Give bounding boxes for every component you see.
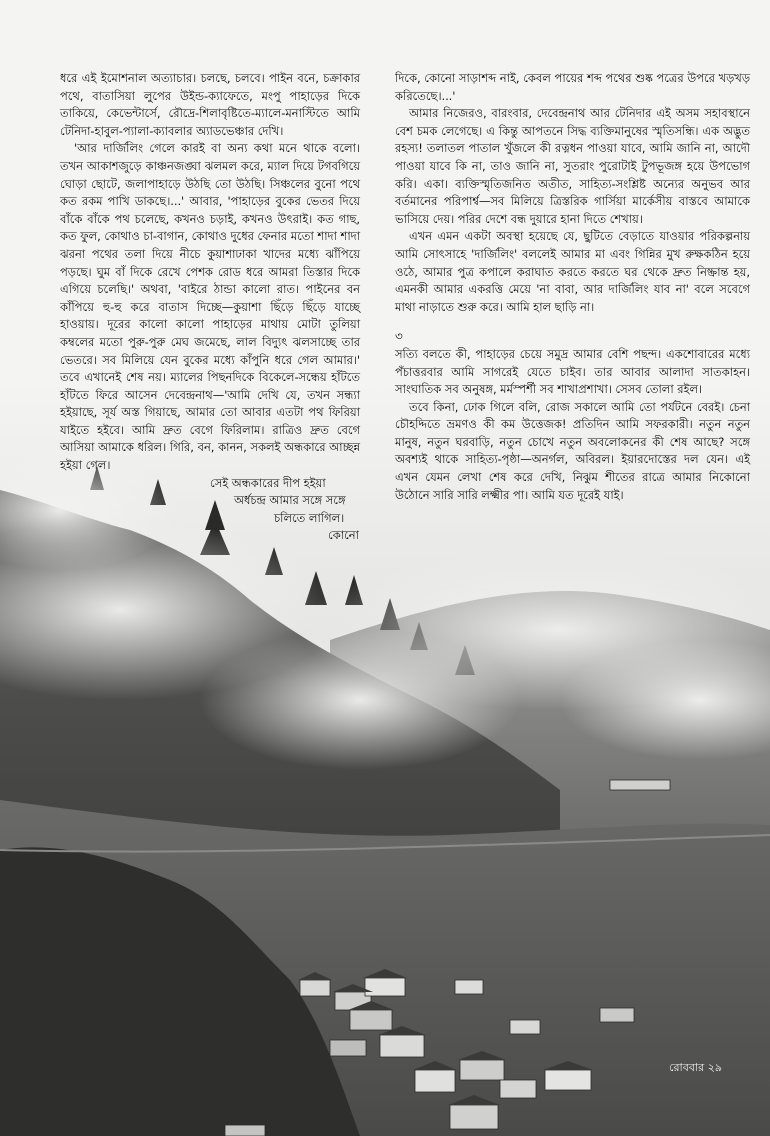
verse-line: অর্ধচন্দ্র আমার সঙ্গে সঙ্গে [234, 493, 346, 508]
paragraph: আমার নিজেরও, বারংবার, দেবেন্দ্রনাথ আর টেনিদার এই অসম সহাবস্থানে বেশ চমক লেগেছে। এ কিন্তু আপতনে সিদ্ধ ব্যক্তিমানুষের স্মৃতিসন্ধি। এক অদ্ভুত রহস্য! তলাতল পাতাল খুঁজলে কী রত্নধন পাওয়া যাবে, আমি জানি না, আদৌ পাওয়া যাবে কি না, তাও জানি না, সুতরাং পুরোটাই টুপভূজঙ্গ হয়ে উপভোগ করি। একা। ব্যক্তিস্মৃতিজনিত অতীত, সাহিত্য-সংশ্লিষ্ট অন্যের অনুভব আর বর্তমানের পরিপার্শ্ব—সব মিলিয়ে ত্রিস্তরিক গার্সিয়া মার্কেসীয় বাস্তবে আমাকে ভাসিয়ে দেয়। পরির দেশে বন্ধ দুয়ারে হানা দিতে শেখায়। [395, 106, 750, 226]
paragraph: তবে কিনা, ঢোক গিলে বলি, রোজ সকালে আমি তো পর্যটনে বেরই। চেনা চৌহদ্দিতে ভ্রমণও কী কম উত্তেজক! প্রতিদিন আমি সফরকারী। নতুন নতুন মানুষ, নতুন ঘরবাড়ি, নতুন চোখে নতুন অবলোকনের কী শেষ আছে? সঙ্গে অবশ্যই থাকে সাহিত্য-পৃষ্ঠা—অনর্গল, অবিরল। ইয়ারদোস্তের দল যেন। এই এখন যেমন লেখা শেষ করে দেখি, নিঝুম শীতের রাত্রে আমার নিকোনো উঠোনে সারি সারি লক্ষ্মীর পা। আমি যত দূরেই যাই। [395, 399, 750, 502]
page-folio: রোববার ২৯ [669, 1061, 722, 1074]
paragraph: এখন এমন একটা অবস্থা হয়েছে যে, ছুটিতে বেড়াতে যাওয়ার পরিকল্পনায় আমি সোৎসাহে 'দার্জিলিং' বললেই আমার মা এবং গিন্নির মুখ রুক্ষকঠিন হয়ে ওঠে, আমার পুত্র কপালে করাঘাত করতে করতে ঘর থেকে দ্রুত নিষ্ক্রান্ত হয়, এমনকী আমার একরত্তি মেয়ে 'না বাবা, আর দার্জিলিং যাব না' বলে সবেগে মাথা নাড়াতে শুরু করে। আমি হাল ছাড়ি না। [395, 229, 750, 314]
right-text-column [395, 70, 750, 504]
paragraph: ধরে এই ইমোশনাল অত্যাচার। চলছে, চলবে। পাইন বনে, চক্রাকার পথে, বাতাসিয়া লুপের উইন্ড-ক্যাফেতে, মংপু পাহাড়ের দিকে তাকিয়ে, কেভেন্টার্সে, রৌদ্রে-শিলাবৃষ্টিতে-ম্যালে-মনাস্টিতে আমি টেনিদা-হাবুল-প্যালা-ক্যাবলার অ্যাডভেঞ্চার দেখি। [60, 71, 360, 138]
section-number: ৩ [395, 329, 403, 344]
verse-line: সেই অন্ধকারের দীপ হইয়া [210, 475, 326, 490]
verse-line: চলিতে লাগিল। [274, 510, 345, 525]
quoted-verse [60, 475, 360, 545]
left-text-column [60, 70, 360, 545]
verse-line: কোনো [328, 528, 359, 543]
paragraph: 'আর দার্জিলিং গেলে কারই বা অন্য কথা মনে থাকে বলো। তখন আকাশজুড়ে কাঞ্চনজঙ্ঘা ঝলমল করে, ম্যাল দিয়ে টগবগিয়ে ঘোড়া ছোটে, জলাপাহাড়ে উঠছি তো উঠছি। সিঞ্চলের বুনো পথে কত রকম পাখি ডাকছে।...' আবার, 'পাহাড়ের বুকের ভেতর দিয়ে বাঁকে বাঁকে পথ চলেছে, কখনও চড়াই, কখনও উৎরাই। কত গাছ, কত ফুল, কোথাও চা-বাগান, কোথাও দুধের ফেনার মতো শাদা শাদা ঝরনা পথের তলা দিয়ে নীচে কুয়াশাঢাকা খাদের মধ্যে ঝাঁপিয়ে পড়ছে। ঘুম বাঁ দিকে রেখে পেশক রোড ধরে আমরা তিস্তার দিকে এগিয়ে চলেছি।' অথবা, 'বাইরে ঠান্ডা কালো রাত। পাইনের বন কাঁপিয়ে হু-হু করে বাতাস দিচ্ছে—কুয়াশা ছিঁড়ে ছিঁড়ে যাচ্ছে হাওয়ায়। দূরের কালো কালো পাহাড়ের মাথায় মোটা তুলিয়া কম্বলের মতো পুরু-পুরু মেঘ জমেছে, লাল বিদ্যুৎ ঝলসাচ্ছে তার ভেতরে। সব মিলিয়ে যেন বুকের মধ্যে কাঁপুনি ধরে গেল আমার।' তবে এখানেই শেষ নয়। ম্যালের পিছনদিকে বিকেলে-সন্ধেয় হাঁটতে হাঁটতে ফিরে আসেন দেবেন্দ্রনাথ—'আমি দেখি যে, তখন সন্ধ্যা হইয়াছে, সূর্য অস্ত গিয়াছে, আমার তো আবার এতটা পথ ফিরিয়া যাইতে হইবে। আমি দ্রুত বেগে ফিরিলাম। রাত্রিও দ্রুত বেগে আসিয়া আমাকে ধরিল। গিরি, বন, কানন, সকলই অন্ধকারে আচ্ছন্ন হইয়া গেল। [60, 141, 360, 473]
paragraph: সত্যি বলতে কী, পাহাড়ের চেয়ে সমুদ্র আমার বেশি পছন্দ। একশোবারের মধ্যে পঁচাত্তরবার আমি সাগরেই যেতে চাইব। তার আবার আলাদা সাতকাহন। সাংঘাতিক সব অনুষঙ্গ, মর্মস্পর্শী সব শাখাপ্রশাখা। সেসব তোলা রইল। [395, 346, 750, 397]
paragraph: দিকে, কোনো সাড়াশব্দ নাই, কেবল পায়ের শব্দ পথের শুষ্ক পত্রের উপরে খড়খড় করিতেছে।...' [395, 71, 750, 103]
